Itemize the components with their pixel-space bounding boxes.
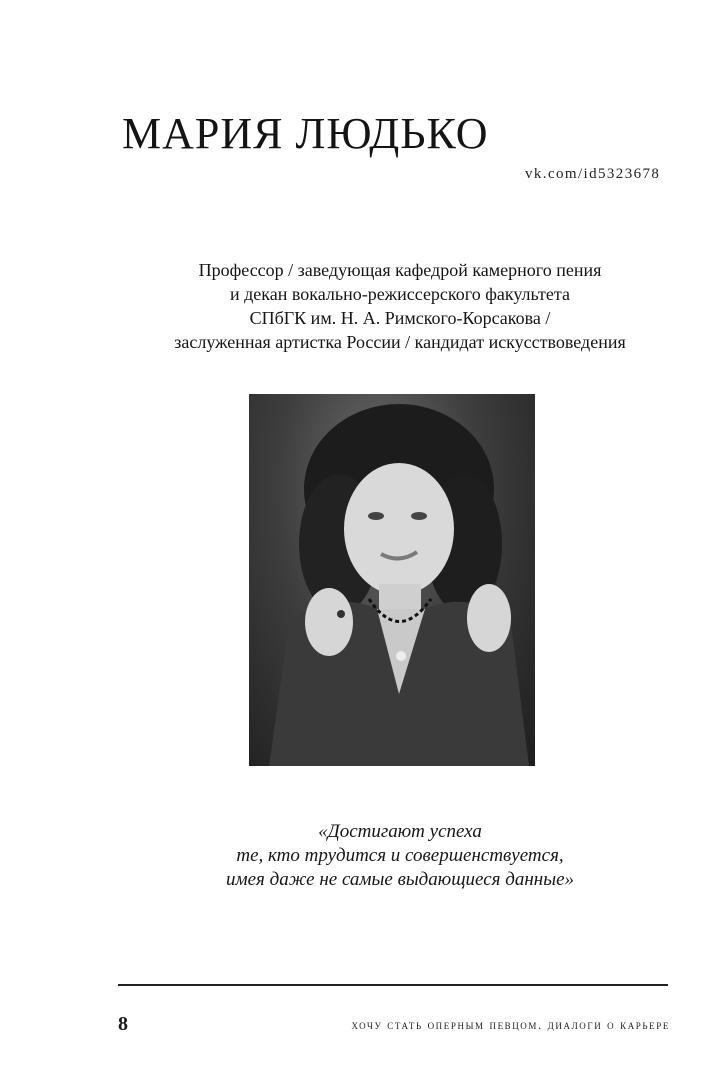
bio-line: заслуженная артистка России / кандидат искусствоведения	[174, 332, 626, 352]
bio-line: Профессор / заведующая кафедрой камерного пения	[198, 260, 602, 280]
quote-line: имея даже не самые выдающиеся данные»	[225, 869, 574, 890]
footer-divider	[118, 984, 668, 986]
bio-line: и декан вокально-режиссерского факультета	[230, 284, 570, 304]
vk-link[interactable]: vk.com/id5323678	[525, 166, 661, 182]
page-number: 8	[118, 1013, 128, 1035]
quote-line: те, кто трудится и совершенствуется,	[236, 845, 564, 866]
bio-line: СПбГК им. Н. А. Римского-Корсакова /	[249, 308, 551, 328]
quote-block	[90, 820, 710, 892]
portrait-photo	[249, 394, 535, 766]
running-title: хочу стать оперным певцом. диалоги о карьере	[351, 1017, 670, 1032]
person-name: МАРИЯ ЛЮДЬКО	[122, 109, 489, 158]
bio-block	[90, 258, 710, 354]
quote-line: «Достигают успеха	[318, 821, 482, 842]
